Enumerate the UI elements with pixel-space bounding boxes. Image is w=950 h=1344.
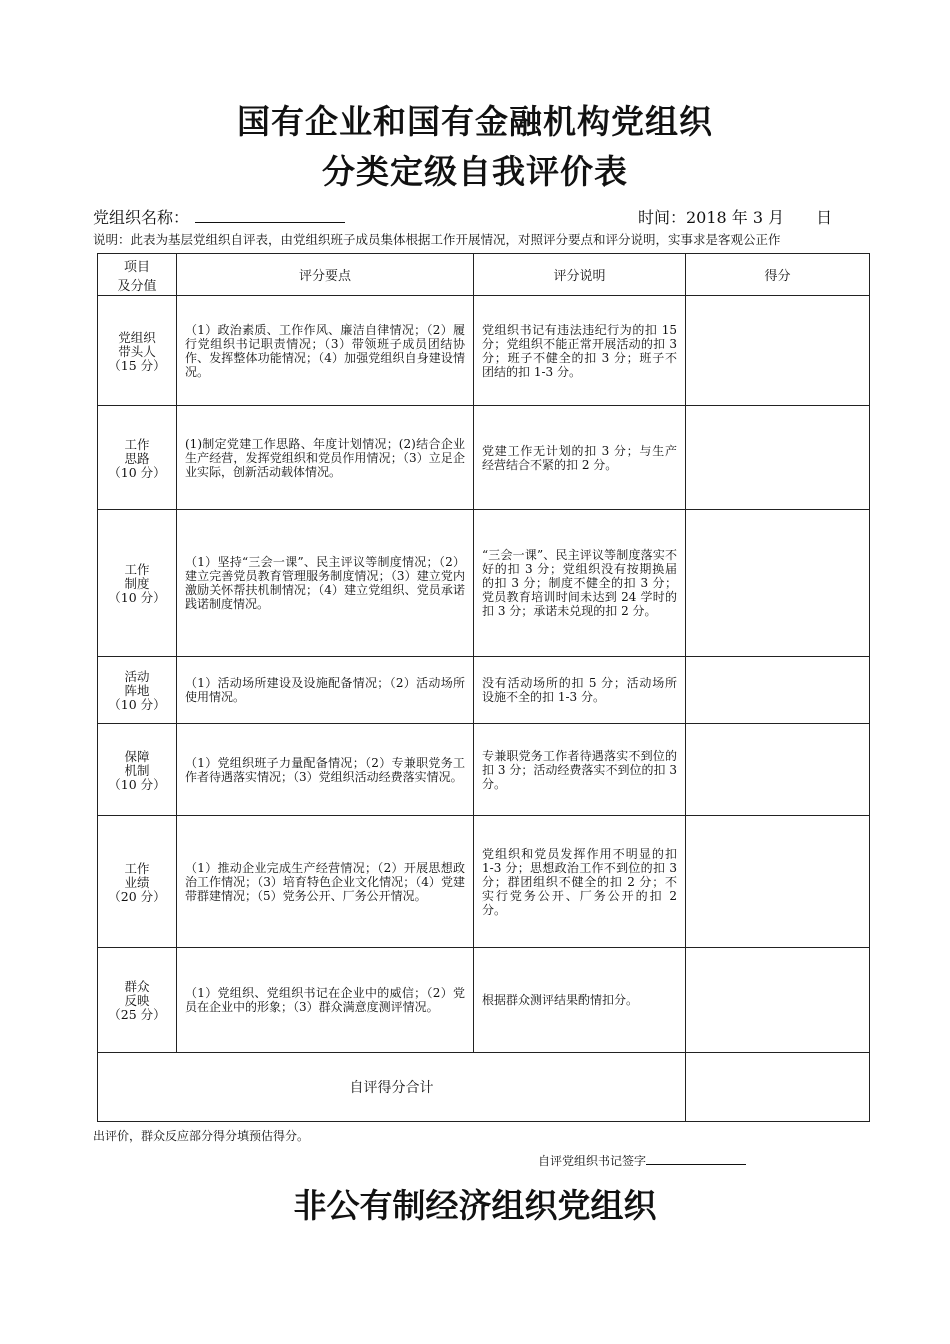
item-name-line: 保障 bbox=[124, 748, 150, 764]
row-desc: “三会一课”、民主评议等制度落实不好的扣 3 分；党组织没有按期换届的扣 3 分；制度不健全的扣 3 分；党员教育培训时间未达到 24 学时的扣 3 分；承诺未兑现的扣 2 分。 bbox=[474, 510, 686, 657]
form-title-line-2: 分类定级自我评价表 bbox=[322, 152, 628, 191]
header-desc: 评分说明 bbox=[474, 254, 686, 296]
org-name-blank[interactable] bbox=[195, 208, 345, 223]
signature-label: 自评党组织书记签字 bbox=[538, 1154, 647, 1168]
row-points: （1）政治素质、工作作风、廉洁自律情况；（2）履行党组织书记职责情况；（3）带领班子成员团结协作、发挥整体功能情况；（4）加强党组织自身建设情况。 bbox=[177, 296, 474, 406]
row-desc: 根据群众测评结果酌情扣分。 bbox=[474, 948, 686, 1053]
item-points-value: （20 分） bbox=[108, 888, 166, 904]
header-score: 得分 bbox=[686, 254, 870, 296]
row-item bbox=[98, 948, 177, 1053]
row-points: (1)制定党建工作思路、年度计划情况；(2)结合企业生产经营，发挥党组织和党员作用情况；（3）立足企业实际，创新活动载体情况。 bbox=[177, 406, 474, 510]
item-name-line: 机制 bbox=[124, 762, 150, 778]
total-row bbox=[98, 1053, 870, 1122]
item-name-line: 活动 bbox=[124, 669, 150, 684]
row-desc: 党组织和党员发挥作用不明显的扣 1-3 分；思想政治工作不到位的扣 3 分；群团组织不健全的扣 2 分；不实行党务公开、厂务公开的扣 2 分。 bbox=[474, 816, 686, 948]
row-item bbox=[98, 657, 177, 724]
row-score-cell[interactable] bbox=[686, 657, 870, 724]
item-name-line: 群众 bbox=[124, 979, 150, 994]
row-desc: 没有活动场所的扣 5 分；活动场所设施不全的扣 1-3 分。 bbox=[474, 657, 686, 724]
row-score-cell[interactable] bbox=[686, 296, 870, 406]
table-row bbox=[98, 724, 870, 816]
item-name-line: 业绩 bbox=[124, 874, 150, 890]
item-points-value: （10 分） bbox=[108, 464, 166, 480]
org-name-label: 党组织名称： bbox=[93, 208, 190, 227]
row-desc: 党组织书记有违法违纪行为的扣 15 分；党组织不能正常开展活动的扣 3 分；班子不健全的扣 3 分；班子不团结的扣 1-3 分。 bbox=[474, 296, 686, 406]
instruction-note: 说明：此表为基层党组织自评表，由党组织班子成员集体根据工作开展情况，对照评分要点和评分说明，实事求是客观公正作 bbox=[93, 232, 781, 247]
row-score-cell[interactable] bbox=[686, 406, 870, 510]
row-points: （1）党组织班子力量配备情况；（2）专兼职党务工作者待遇落实情况；（3）党组织活动经费落实情况。 bbox=[177, 724, 474, 816]
table-row bbox=[98, 657, 870, 724]
signature-blank[interactable] bbox=[646, 1152, 746, 1165]
item-points-value: （15 分） bbox=[108, 357, 166, 373]
total-label: 自评得分合计 bbox=[98, 1053, 686, 1122]
form-title-line-1: 国有企业和国有金融机构党组织 bbox=[237, 102, 713, 141]
next-section-title: 非公有制经济组织党组织 bbox=[293, 1186, 657, 1225]
table-row bbox=[98, 816, 870, 948]
org-name-field bbox=[93, 205, 345, 228]
row-points: （1）推动企业完成生产经营情况；（2）开展思想政治工作情况；（3）培育特色企业文化情况；（4）党建带群建情况；（5）党务公开、厂务公开情况。 bbox=[177, 816, 474, 948]
row-score-cell[interactable] bbox=[686, 724, 870, 816]
row-item bbox=[98, 296, 177, 406]
table-row bbox=[98, 296, 870, 406]
item-name-line: 制度 bbox=[124, 576, 150, 591]
row-item bbox=[98, 406, 177, 510]
item-points-value: （10 分） bbox=[108, 697, 166, 712]
header-item-line-1: 项目 bbox=[123, 259, 150, 275]
row-item bbox=[98, 510, 177, 657]
row-item bbox=[98, 816, 177, 948]
item-points-value: （10 分） bbox=[108, 590, 166, 605]
header-points: 评分要点 bbox=[177, 254, 474, 296]
item-name-line: 阵地 bbox=[124, 683, 150, 698]
table-row bbox=[98, 510, 870, 657]
row-score-cell[interactable] bbox=[686, 510, 870, 657]
row-score-cell[interactable] bbox=[686, 816, 870, 948]
table-row bbox=[98, 948, 870, 1053]
footnote: 出评价，群众反应部分得分填预估得分。 bbox=[93, 1129, 310, 1143]
item-name-line: 工作 bbox=[124, 436, 150, 452]
total-score-cell[interactable] bbox=[686, 1053, 870, 1122]
table-row bbox=[98, 406, 870, 510]
row-item bbox=[98, 724, 177, 816]
table-header-row bbox=[98, 254, 870, 296]
row-points: （1）党组织、党组织书记在企业中的威信；（2）党员在企业中的形象；（3）群众满意度测评情况。 bbox=[177, 948, 474, 1053]
item-points-value: （10 分） bbox=[108, 776, 166, 792]
evaluation-table bbox=[97, 253, 870, 1122]
item-name-line: 思路 bbox=[124, 450, 150, 466]
row-score-cell[interactable] bbox=[686, 948, 870, 1053]
header-item-line-2: 及分值 bbox=[117, 278, 157, 294]
row-desc: 专兼职党务工作者待遇落实不到位的扣 3 分；活动经费落实不到位的扣 3 分。 bbox=[474, 724, 686, 816]
row-points: （1）坚持“三会一课”、民主评议等制度情况；（2）建立完善党员教育管理服务制度情况；（3）建立党内激励关怀帮扶机制情况；（4）建立党组织、党员承诺践诺制度情况。 bbox=[177, 510, 474, 657]
date-field: 时间：2018 年 3 月 日 bbox=[638, 208, 833, 227]
item-name-line: 党组织 bbox=[118, 329, 156, 345]
item-name-line: 带头人 bbox=[118, 343, 156, 359]
header-item bbox=[98, 254, 177, 296]
item-points-value: （25 分） bbox=[108, 1007, 166, 1022]
signature-field bbox=[538, 1152, 746, 1169]
row-points: （1）活动场所建设及设施配备情况；（2）活动场所使用情况。 bbox=[177, 657, 474, 724]
item-name-line: 工作 bbox=[124, 562, 150, 577]
item-name-line: 反映 bbox=[124, 993, 150, 1008]
row-desc: 党建工作无计划的扣 3 分；与生产经营结合不紧的扣 2 分。 bbox=[474, 406, 686, 510]
item-name-line: 工作 bbox=[124, 860, 150, 876]
